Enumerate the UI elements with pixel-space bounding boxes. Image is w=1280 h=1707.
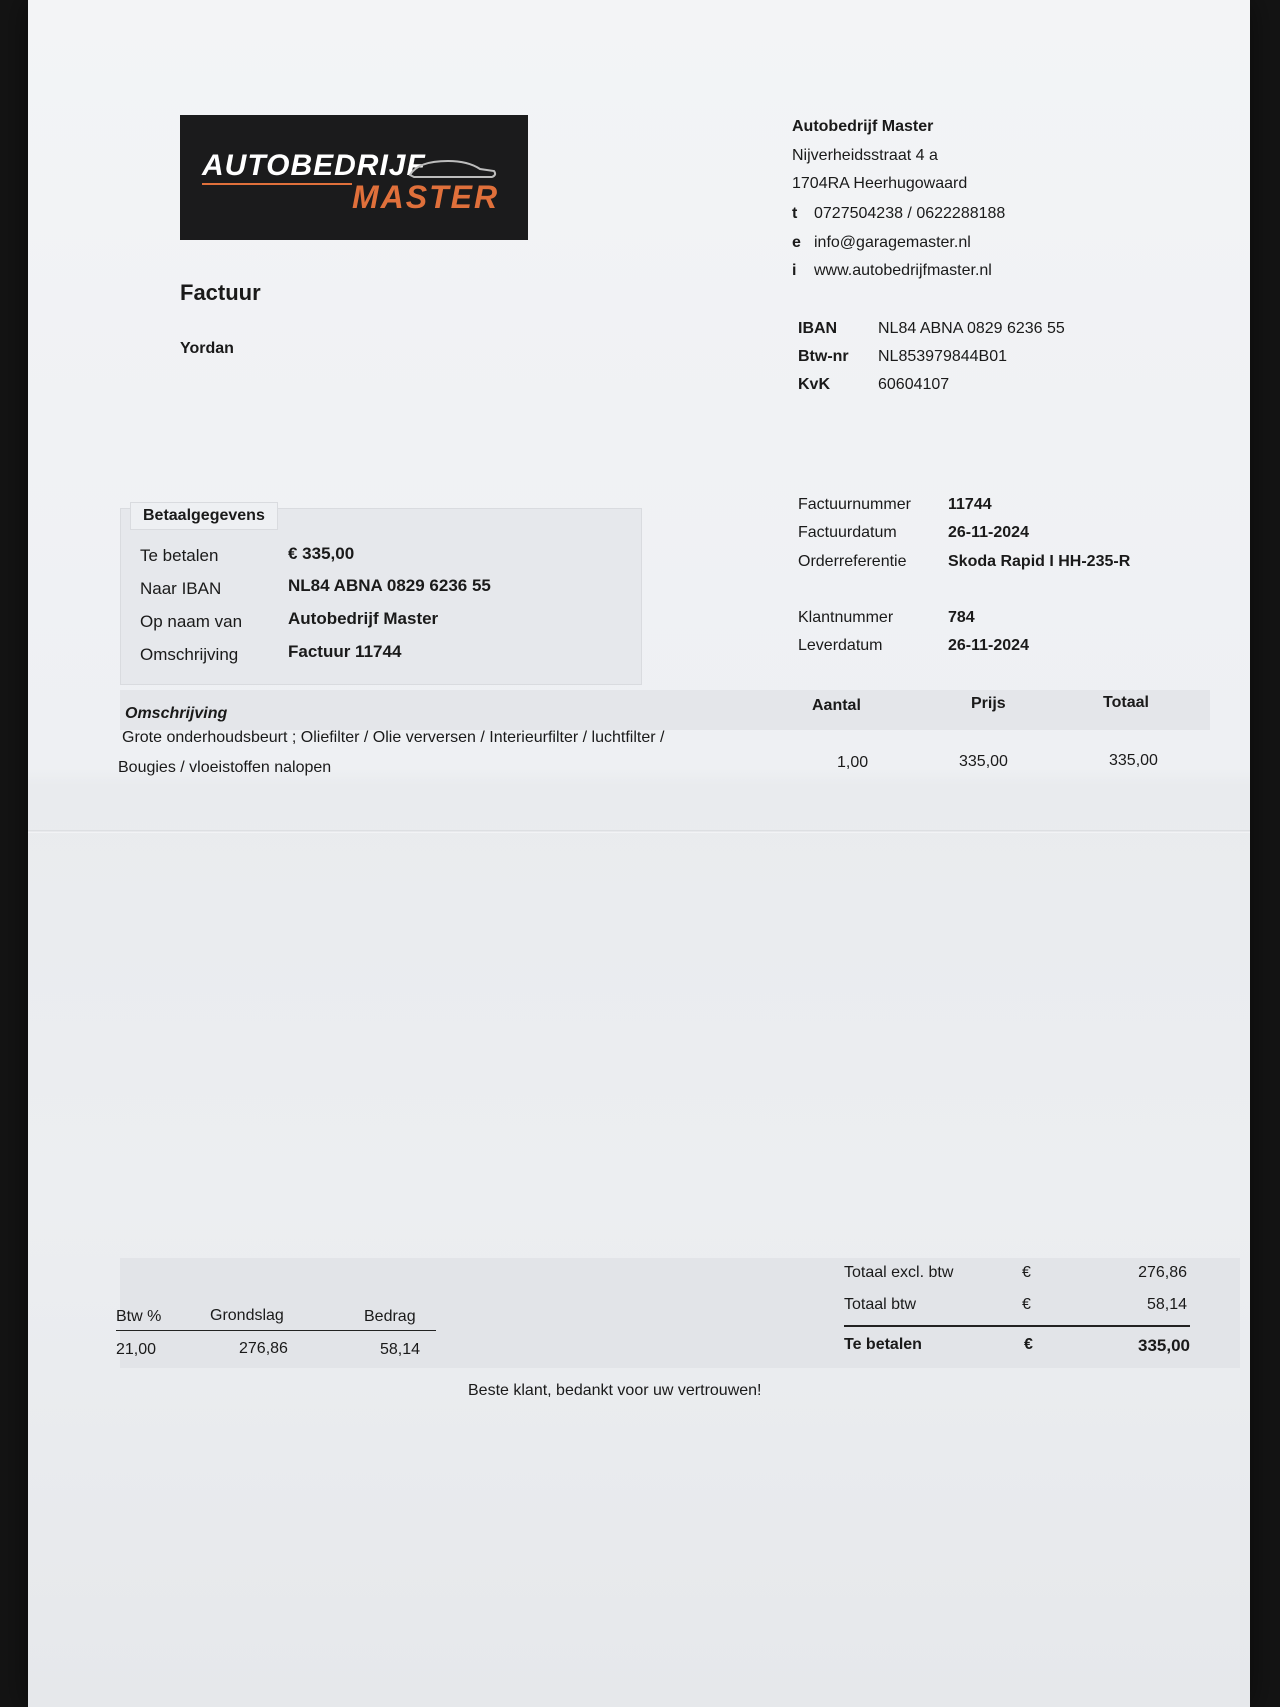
lines-header xyxy=(120,690,1210,730)
vat-pct: 21,00 xyxy=(116,1341,157,1358)
company-web xyxy=(792,262,992,280)
line-desc-2: Bougies / vloeistoffen nalopen xyxy=(118,759,332,776)
vat-base-header: Grondslag xyxy=(210,1307,284,1324)
vat-amount: 58,14 xyxy=(380,1341,421,1358)
web-label: i xyxy=(792,262,797,279)
vat-pct-header: Btw % xyxy=(116,1308,162,1325)
email-value: info@garagemaster.nl xyxy=(814,234,971,251)
total-excl-label: Totaal excl. btw xyxy=(844,1264,954,1281)
line-qty: 1,00 xyxy=(837,754,869,771)
pay-amount-label: Te betalen xyxy=(140,546,219,565)
paper-fold xyxy=(28,830,1250,833)
total-vat-label: Totaal btw xyxy=(844,1296,917,1313)
phone-label: t xyxy=(792,205,798,222)
col-qty-header: Aantal xyxy=(812,697,861,714)
iban-label: IBAN xyxy=(798,320,838,337)
invoice-date: 26-11-2024 xyxy=(948,524,1029,541)
logo-line2: MASTER xyxy=(352,179,500,215)
client-number: 784 xyxy=(948,609,975,626)
pay-name-label: Op naam van xyxy=(140,612,243,631)
total-excl: 276,86 xyxy=(1138,1264,1187,1281)
invoice-paper xyxy=(28,0,1250,1707)
order-ref-label: Orderreferentie xyxy=(798,553,907,570)
totals-area xyxy=(120,1258,1240,1368)
col-price-header: Prijs xyxy=(971,695,1006,712)
line-desc-1: Grote onderhoudsbeurt ; Oliefilter / Olie verversen / Interieurfilter / luchtfilter / xyxy=(122,729,665,746)
kvk-label: KvK xyxy=(798,376,831,393)
totals-rule xyxy=(844,1325,1190,1327)
total-vat: 58,14 xyxy=(1146,1296,1187,1313)
col-total-header: Totaal xyxy=(1103,694,1149,711)
total-vat-currency: € xyxy=(1022,1296,1031,1313)
car-icon xyxy=(408,155,498,181)
vat-amount-header: Bedrag xyxy=(364,1308,416,1325)
iban-value: NL84 ABNA 0829 6236 55 xyxy=(878,320,1065,337)
total-pay: 335,00 xyxy=(1138,1336,1190,1355)
company-phone xyxy=(792,205,1005,223)
pay-iban-label: Naar IBAN xyxy=(140,579,222,598)
btw-value: NL853979844B01 xyxy=(878,348,1008,365)
company-street: Nijverheidsstraat 4 a xyxy=(792,147,938,164)
delivery-date-label: Leverdatum xyxy=(798,637,883,654)
total-pay-currency: € xyxy=(1024,1336,1033,1353)
thank-you-note: Beste klant, bedankt voor uw vertrouwen! xyxy=(468,1382,762,1399)
col-desc-header: Omschrijving xyxy=(125,705,228,722)
invoice-title: Factuur xyxy=(180,280,261,305)
email-label: e xyxy=(792,234,801,251)
line-total: 335,00 xyxy=(1109,752,1158,769)
order-ref: Skoda Rapid I HH-235-R xyxy=(948,553,1131,570)
invoice-number-label: Factuurnummer xyxy=(798,496,911,513)
invoice-date-label: Factuurdatum xyxy=(798,524,897,541)
total-excl-currency: € xyxy=(1022,1264,1031,1281)
company-city: 1704RA Heerhugowaard xyxy=(792,175,968,192)
company-email xyxy=(792,234,971,252)
vat-base: 276,86 xyxy=(239,1340,288,1357)
btw-label: Btw-nr xyxy=(798,348,849,365)
total-pay-label: Te betalen xyxy=(844,1336,922,1353)
customer-name: Yordan xyxy=(180,340,234,357)
logo-underline xyxy=(202,183,352,185)
line-price: 335,00 xyxy=(959,753,1008,770)
pay-desc: Factuur 11744 xyxy=(288,642,402,661)
web-value: www.autobedrijfmaster.nl xyxy=(814,262,992,279)
pay-amount: € 335,00 xyxy=(288,544,355,563)
phone-value: 0727504238 / 0622288188 xyxy=(814,205,1006,222)
pay-iban: NL84 ABNA 0829 6236 55 xyxy=(288,576,491,595)
invoice-number: 11744 xyxy=(948,496,992,513)
pay-desc-label: Omschrijving xyxy=(140,645,239,664)
client-number-label: Klantnummer xyxy=(798,609,894,626)
delivery-date: 26-11-2024 xyxy=(948,637,1029,654)
kvk-value: 60604107 xyxy=(878,376,950,393)
pay-name: Autobedrijf Master xyxy=(288,609,439,628)
logo-line1: AUTOBEDRIJF xyxy=(202,149,426,182)
company-name: Autobedrijf Master xyxy=(792,118,934,135)
vat-rule xyxy=(116,1330,436,1331)
company-logo xyxy=(180,115,528,240)
payment-heading: Betaalgegevens xyxy=(130,502,278,530)
